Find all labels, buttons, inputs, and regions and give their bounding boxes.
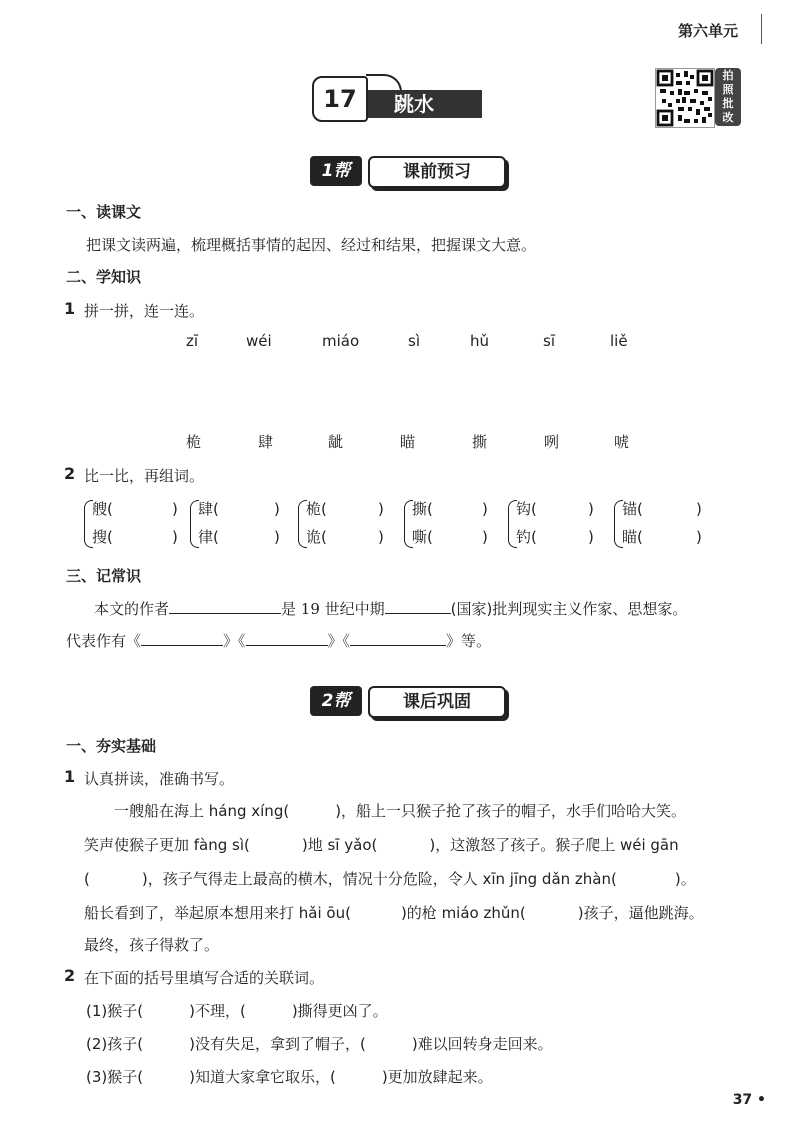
read-text-instruction: 把课文读两遍，梳理概括事情的起因、经过和结果，把握课文大意。 [86, 236, 537, 254]
heading-learn: 二、学知识 [66, 268, 142, 286]
page-number: 37 • [732, 1092, 766, 1108]
passage-line: ( )，孩子气得走上最高的横木，情况十分危险，令人 xīn jīng dǎn zhàn( )。 [84, 870, 696, 888]
badge-label: 课后巩固 [368, 686, 506, 718]
conjunction-item: (1)猴子( )不理，( )撕得更凶了。 [86, 1002, 388, 1020]
pinyin-item: liě [610, 332, 628, 350]
hanzi-item: 瞄 [400, 433, 416, 451]
question-number: 2 [64, 966, 76, 985]
pair-top: 钩( [516, 500, 537, 518]
pair-top: 艘( [92, 500, 113, 518]
answer-blank[interactable] [350, 631, 446, 646]
hanzi-item: 肆 [258, 433, 274, 451]
conjunction-item: (3)猴子( )知道大家拿它取乐，( )更加放肆起来。 [86, 1068, 493, 1086]
paren-close: ) [588, 500, 594, 518]
works-fill-line: 代表作有《 》《 》《 》等。 [66, 632, 492, 650]
pair-bottom: 嘶( [412, 528, 433, 546]
hanzi-item: 龇 [328, 433, 344, 451]
passage-line: 最终，孩子得救了。 [84, 936, 220, 954]
hanzi-item: 唬 [614, 433, 630, 451]
pinyin-item: hǔ [470, 332, 490, 350]
paren-close: ) [378, 500, 384, 518]
pinyin-item: wéi [246, 332, 272, 350]
answer-blank[interactable] [141, 631, 223, 646]
photo-grading-tag[interactable]: 拍 照 批 改 [715, 68, 741, 126]
question-text: 在下面的括号里填写合适的关联词。 [84, 969, 325, 987]
passage-line: 船长看到了，举起原本想用来打 hǎi ōu( )的枪 miáo zhǔn( )孩子，逼他跳海。 [84, 904, 704, 922]
lesson-title-block [312, 72, 482, 124]
badge-label: 课前预习 [368, 156, 506, 188]
pair-top: 桅( [306, 500, 327, 518]
lesson-title: 跳水 [368, 90, 482, 118]
badge-number: 1帮 [310, 156, 362, 186]
passage-line: 笑声使猴子更加 fàng sì( )地 sī yǎo( )，这激怒了孩子。猴子爬上 wéi gān [84, 836, 679, 854]
lesson-number: 17 [312, 76, 368, 122]
paren-close: ) [588, 528, 594, 546]
paren-close: ) [274, 500, 280, 518]
answer-blank[interactable] [246, 631, 328, 646]
pinyin-item: miáo [322, 332, 360, 350]
paren-close: ) [482, 528, 488, 546]
hanzi-item: 桅 [186, 433, 202, 451]
compare-pairs [72, 496, 732, 552]
pinyin-item: sī [543, 332, 555, 350]
pair-bottom: 律( [198, 528, 219, 546]
heading-knowledge: 三、记常识 [66, 567, 142, 585]
pair-bottom: 搜( [92, 528, 113, 546]
paren-close: ) [274, 528, 280, 546]
question-number: 1 [64, 299, 76, 318]
heading-basics: 一、夯实基础 [66, 737, 157, 755]
qr-code-icon[interactable] [655, 68, 715, 128]
unit-label: 第六单元 [677, 22, 738, 40]
badge-number: 2帮 [310, 686, 362, 716]
passage-line: 一艘船在海上 háng xíng( )，船上一只猴子抢了孩子的帽子，水手们哈哈大笑。 [114, 802, 687, 820]
conjunction-item: (2)孩子( )没有失足，拿到了帽子，( )难以回转身走回来。 [86, 1035, 553, 1053]
header-divider [761, 14, 762, 44]
pair-bottom: 钓( [516, 528, 537, 546]
pair-bottom: 诡( [306, 528, 327, 546]
pair-top: 肆( [198, 500, 219, 518]
question-text: 认真拼读，准确书写。 [84, 770, 235, 788]
section-badge-review [310, 686, 510, 716]
paren-close: ) [378, 528, 384, 546]
heading-read-text: 一、读课文 [66, 203, 142, 221]
question-number: 1 [64, 767, 76, 786]
question-text: 拼一拼，连一连。 [84, 302, 205, 320]
pair-top: 撕( [412, 500, 433, 518]
pair-top: 锚( [622, 500, 643, 518]
pinyin-item: zī [186, 332, 199, 350]
paren-close: ) [172, 500, 178, 518]
author-fill-line: 本文的作者 是 19 世纪中期 (国家)批判现实主义作家、思想家。 [94, 600, 688, 618]
pair-bottom: 瞄( [622, 528, 643, 546]
paren-close: ) [172, 528, 178, 546]
answer-blank[interactable] [385, 599, 451, 614]
answer-blank[interactable] [169, 599, 281, 614]
question-text: 比一比，再组词。 [84, 467, 205, 485]
section-badge-preview [310, 156, 510, 186]
pinyin-item: sì [408, 332, 420, 350]
hanzi-item: 撕 [472, 433, 488, 451]
question-number: 2 [64, 464, 76, 483]
paren-close: ) [482, 500, 488, 518]
paren-close: ) [696, 500, 702, 518]
hanzi-item: 咧 [544, 433, 560, 451]
paren-close: ) [696, 528, 702, 546]
